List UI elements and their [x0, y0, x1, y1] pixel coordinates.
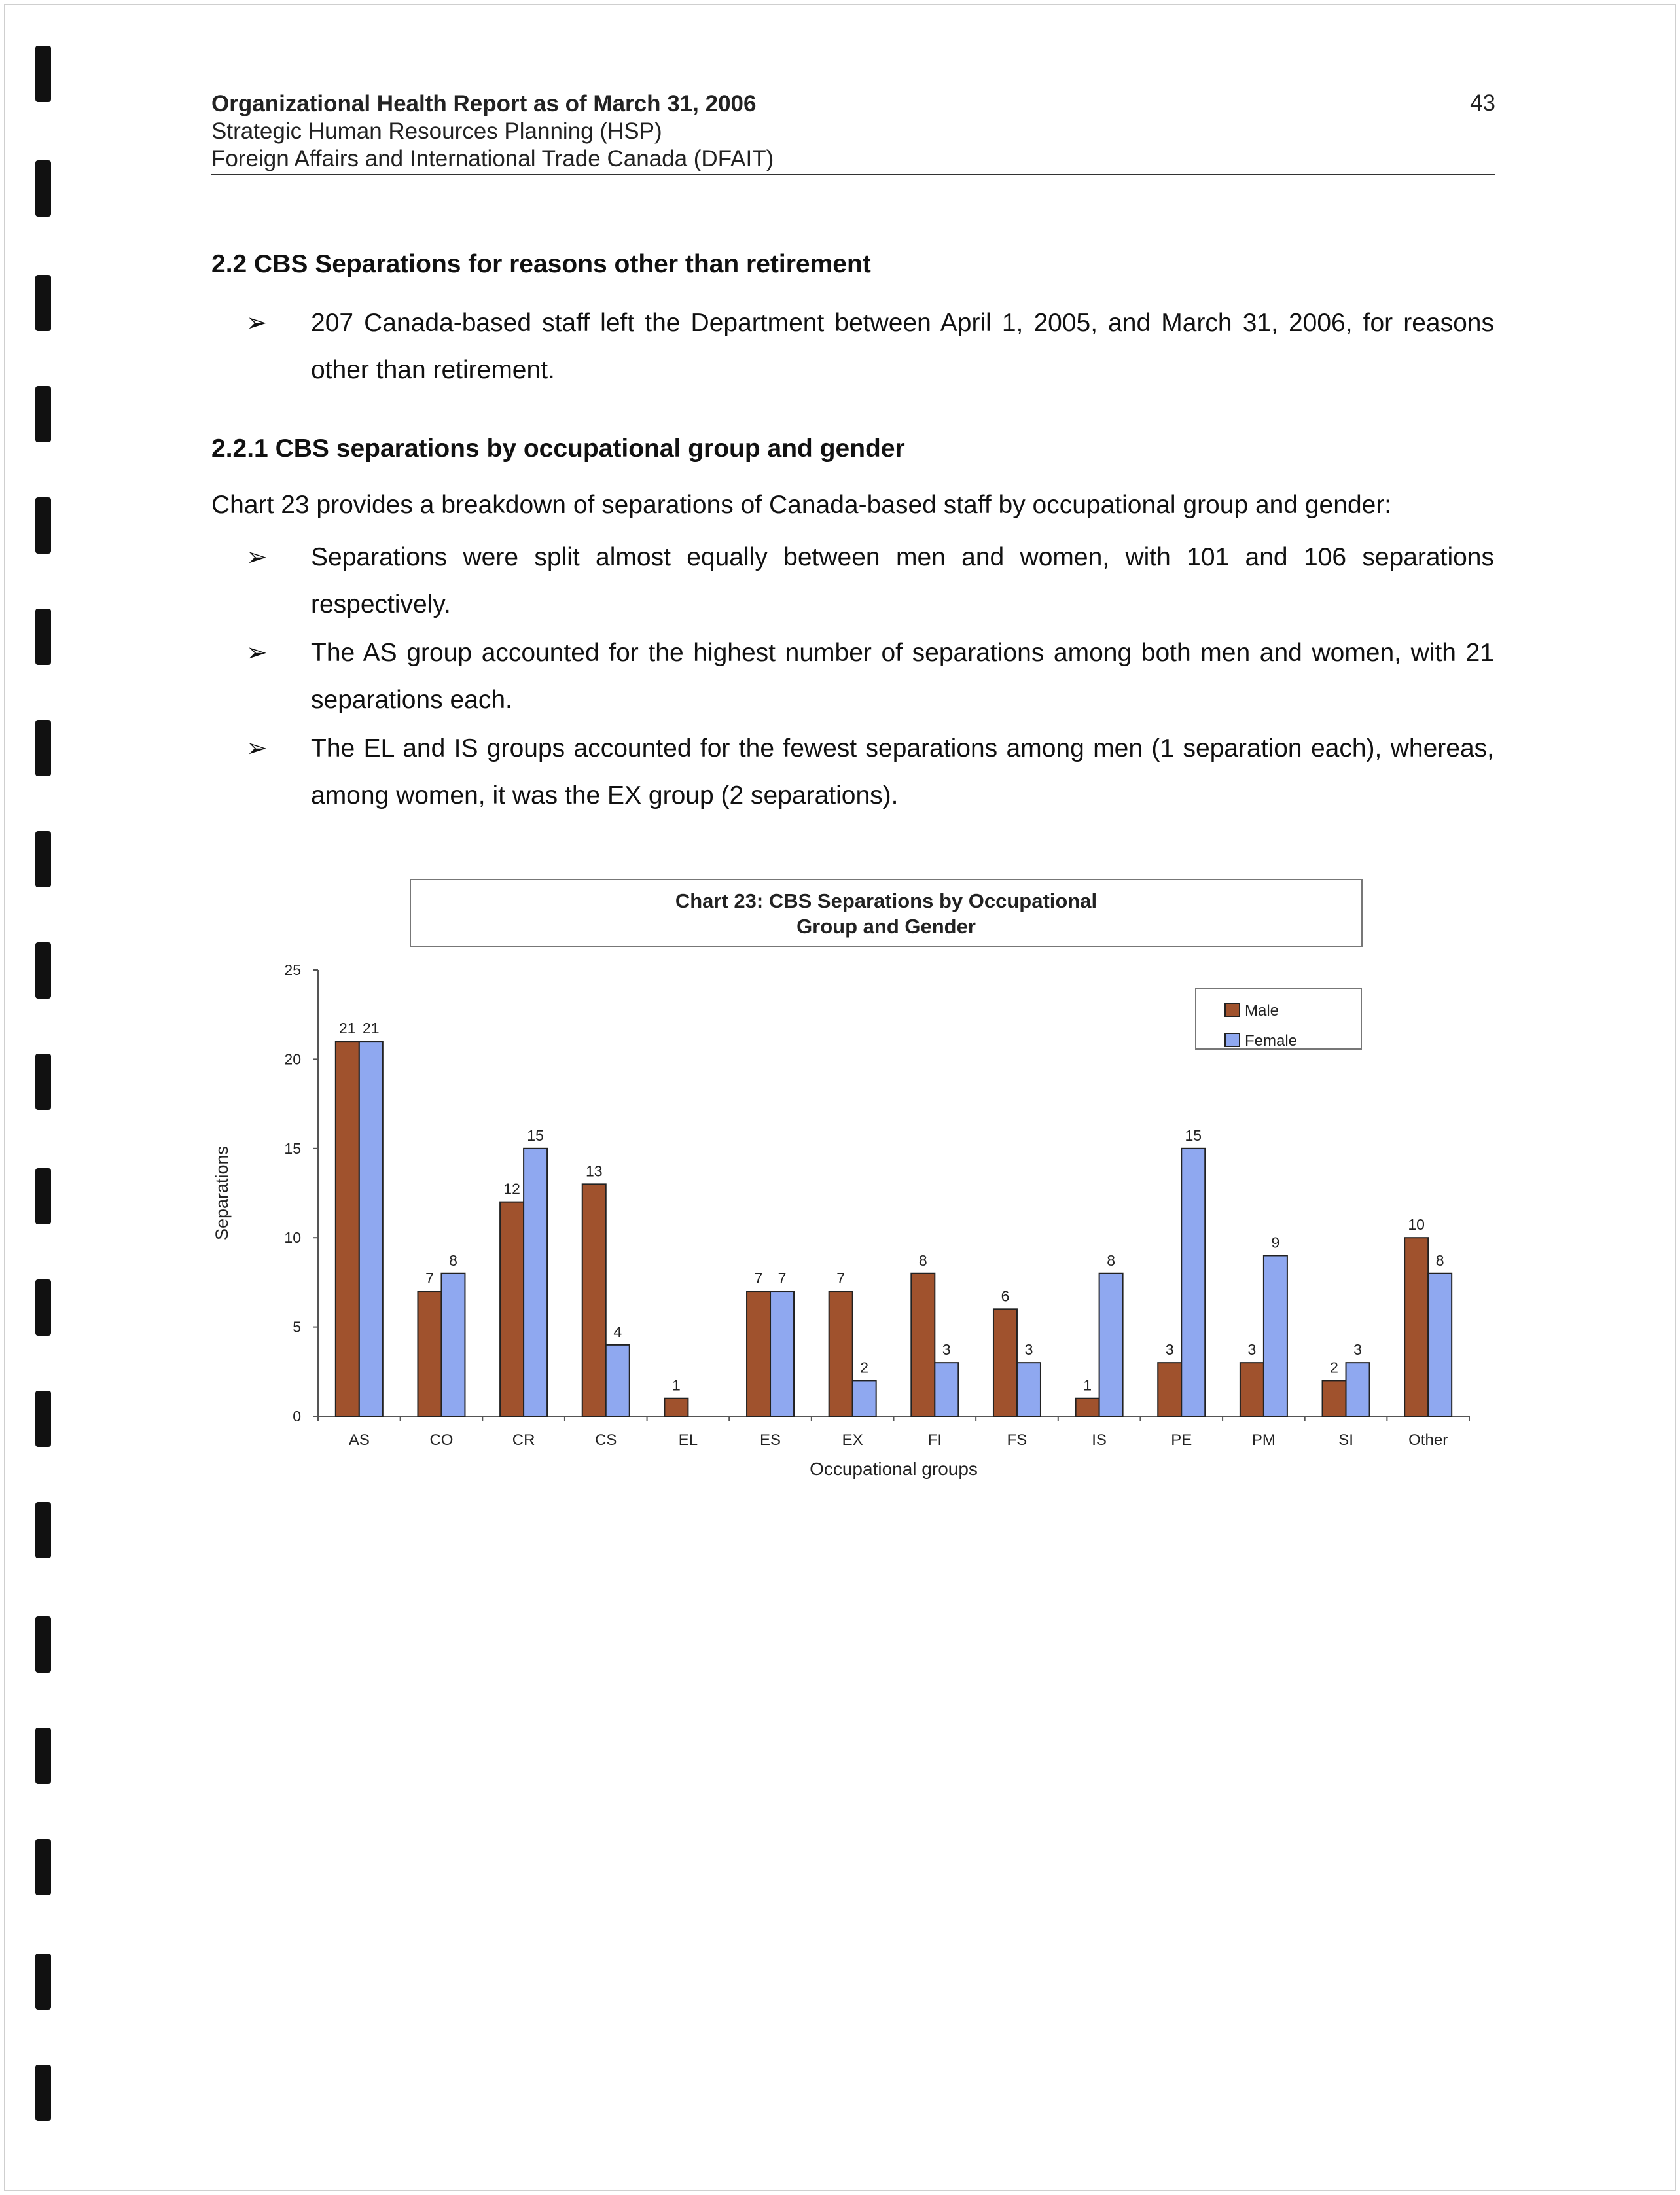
binding-holes [35, 0, 51, 2195]
bar-female [359, 1041, 383, 1416]
data-label: 21 [339, 1020, 356, 1037]
data-label: 1 [671, 1376, 681, 1394]
data-label: 9 [1271, 1234, 1280, 1251]
bullet-text: Separations were split almost equally between men and women, with 101 and 106 separations respectively. [311, 543, 1494, 618]
data-label: 8 [1107, 1251, 1116, 1269]
data-label: 2 [860, 1359, 869, 1376]
section-2-2-title: 2.2 CBS Separations for reasons other than retirement [211, 250, 871, 278]
data-label: 6 [1001, 1287, 1010, 1305]
x-tick-label: CR [512, 1431, 535, 1449]
bar-male [1404, 1238, 1428, 1416]
report-subtitle: Strategic Human Resources Planning (HSP) [211, 118, 662, 144]
legend-label: Male [1245, 1002, 1279, 1020]
bar-male [336, 1041, 359, 1416]
legend-label: Female [1245, 1032, 1298, 1050]
data-label: 7 [754, 1270, 763, 1287]
data-label: 21 [363, 1020, 380, 1037]
binding-hole [35, 609, 51, 665]
x-tick-label: SI [1338, 1431, 1353, 1449]
x-tick-label: CS [595, 1431, 617, 1449]
x-tick-label: PE [1171, 1431, 1192, 1449]
bar-male [1323, 1380, 1346, 1416]
x-tick-label: FS [1007, 1431, 1028, 1449]
binding-hole [35, 275, 51, 331]
data-label: 8 [918, 1251, 927, 1269]
bullet-text: The EL and IS groups accounted for the fewest separations among men (1 separation each), whereas, among women, it was the EX group (2 separations). [311, 734, 1494, 810]
intro-paragraph: Chart 23 provides a breakdown of separations of Canada-based staff by occupational group and gender: [211, 491, 1392, 519]
binding-hole [35, 1728, 51, 1784]
bullet-text: 207 Canada-based staff left the Department between April 1, 2005, and March 31, 2006, for reasons other than retirement. [311, 309, 1494, 384]
report-title: Organizational Health Report as of March 31, 2006 [211, 91, 757, 116]
binding-hole [35, 386, 51, 442]
bar-male [418, 1291, 441, 1416]
binding-hole [35, 2065, 51, 2121]
bar-female [770, 1291, 794, 1416]
bullet-arrow-icon: ➢ [246, 639, 268, 667]
binding-hole [35, 1391, 51, 1447]
y-tick-label: 15 [284, 1139, 301, 1157]
bar-male [829, 1291, 853, 1416]
page-number: 43 [1470, 90, 1495, 116]
binding-hole [35, 1616, 51, 1673]
legend-swatch [1225, 1033, 1240, 1046]
y-tick-label: 10 [284, 1229, 301, 1247]
bar-male [911, 1274, 935, 1416]
section-2-2-1-title: 2.2.1 CBS separations by occupational group and gender [211, 435, 905, 463]
bar-female [1017, 1363, 1041, 1416]
y-tick-label: 0 [293, 1408, 301, 1425]
x-axis-label: Occupational groups [810, 1459, 978, 1479]
bar-female [1181, 1149, 1205, 1416]
data-label: 15 [1185, 1126, 1202, 1144]
chart-title-line: Group and Gender [796, 915, 976, 938]
bullet-text: The AS group accounted for the highest number of separations among both men and women, with 21 separations each. [311, 639, 1494, 714]
data-label: 3 [1353, 1341, 1362, 1359]
x-tick-label: IS [1092, 1431, 1107, 1449]
bullet-arrow-icon: ➢ [246, 734, 268, 762]
data-label: 4 [613, 1323, 622, 1340]
data-label: 7 [836, 1270, 846, 1287]
page-header [211, 90, 1495, 175]
binding-hole [35, 1839, 51, 1895]
bar-female [441, 1274, 465, 1416]
data-label: 7 [777, 1270, 787, 1287]
bar-female [524, 1149, 547, 1416]
binding-hole [35, 1054, 51, 1110]
bullet-arrow-icon: ➢ [246, 309, 268, 337]
binding-hole [35, 720, 51, 776]
bar-female [853, 1380, 876, 1416]
y-tick-label: 5 [293, 1318, 301, 1336]
x-tick-label: EL [678, 1431, 698, 1449]
data-label: 3 [1247, 1341, 1257, 1359]
data-label: 3 [1165, 1341, 1174, 1359]
y-tick-label: 25 [284, 961, 301, 978]
bar-female [1099, 1274, 1123, 1416]
data-label: 7 [425, 1270, 434, 1287]
data-label: 3 [1024, 1341, 1033, 1359]
bar-male [1076, 1399, 1099, 1416]
bar-male [582, 1184, 606, 1416]
bar-female [606, 1345, 630, 1416]
x-tick-label: PM [1251, 1431, 1276, 1449]
binding-hole [35, 942, 51, 999]
binding-hole [35, 1168, 51, 1224]
bar-male [664, 1399, 688, 1416]
bar-male [747, 1291, 770, 1416]
data-label: 12 [503, 1180, 520, 1198]
binding-hole [35, 831, 51, 887]
legend-swatch [1225, 1003, 1240, 1016]
data-label: 13 [585, 1162, 603, 1180]
x-tick-label: Other [1408, 1431, 1448, 1449]
bar-female [1346, 1363, 1370, 1416]
bar-male [1240, 1363, 1264, 1416]
binding-hole [35, 1279, 51, 1336]
data-label: 1 [1083, 1376, 1092, 1394]
bar-female [1428, 1274, 1452, 1416]
y-tick-label: 20 [284, 1050, 301, 1068]
binding-hole [35, 1954, 51, 2010]
x-tick-label: AS [348, 1431, 370, 1449]
data-label: 8 [1435, 1251, 1444, 1269]
data-label: 3 [942, 1341, 951, 1359]
x-tick-label: FI [927, 1431, 942, 1449]
bar-female [1264, 1255, 1287, 1416]
data-label: 8 [449, 1251, 457, 1269]
binding-hole [35, 1502, 51, 1558]
chart-title-line: Chart 23: CBS Separations by Occupational [675, 889, 1098, 912]
bar-male [1158, 1363, 1181, 1416]
y-axis-label: Separations [212, 1145, 232, 1241]
bar-male [500, 1202, 524, 1416]
data-label: 15 [527, 1126, 544, 1144]
x-tick-label: EX [842, 1431, 863, 1449]
data-label: 2 [1330, 1359, 1338, 1376]
binding-hole [35, 497, 51, 554]
department-name: Foreign Affairs and International Trade Canada (DFAIT) [211, 146, 774, 171]
binding-hole [35, 46, 51, 102]
chart-23 [196, 870, 1492, 1512]
x-tick-label: CO [429, 1431, 454, 1449]
data-label: 10 [1408, 1216, 1425, 1234]
x-tick-label: ES [760, 1431, 781, 1449]
bar-male [993, 1309, 1017, 1416]
bar-female [935, 1363, 958, 1416]
chart-svg [196, 870, 1492, 1512]
bullet-arrow-icon: ➢ [246, 543, 268, 571]
binding-hole [35, 160, 51, 217]
